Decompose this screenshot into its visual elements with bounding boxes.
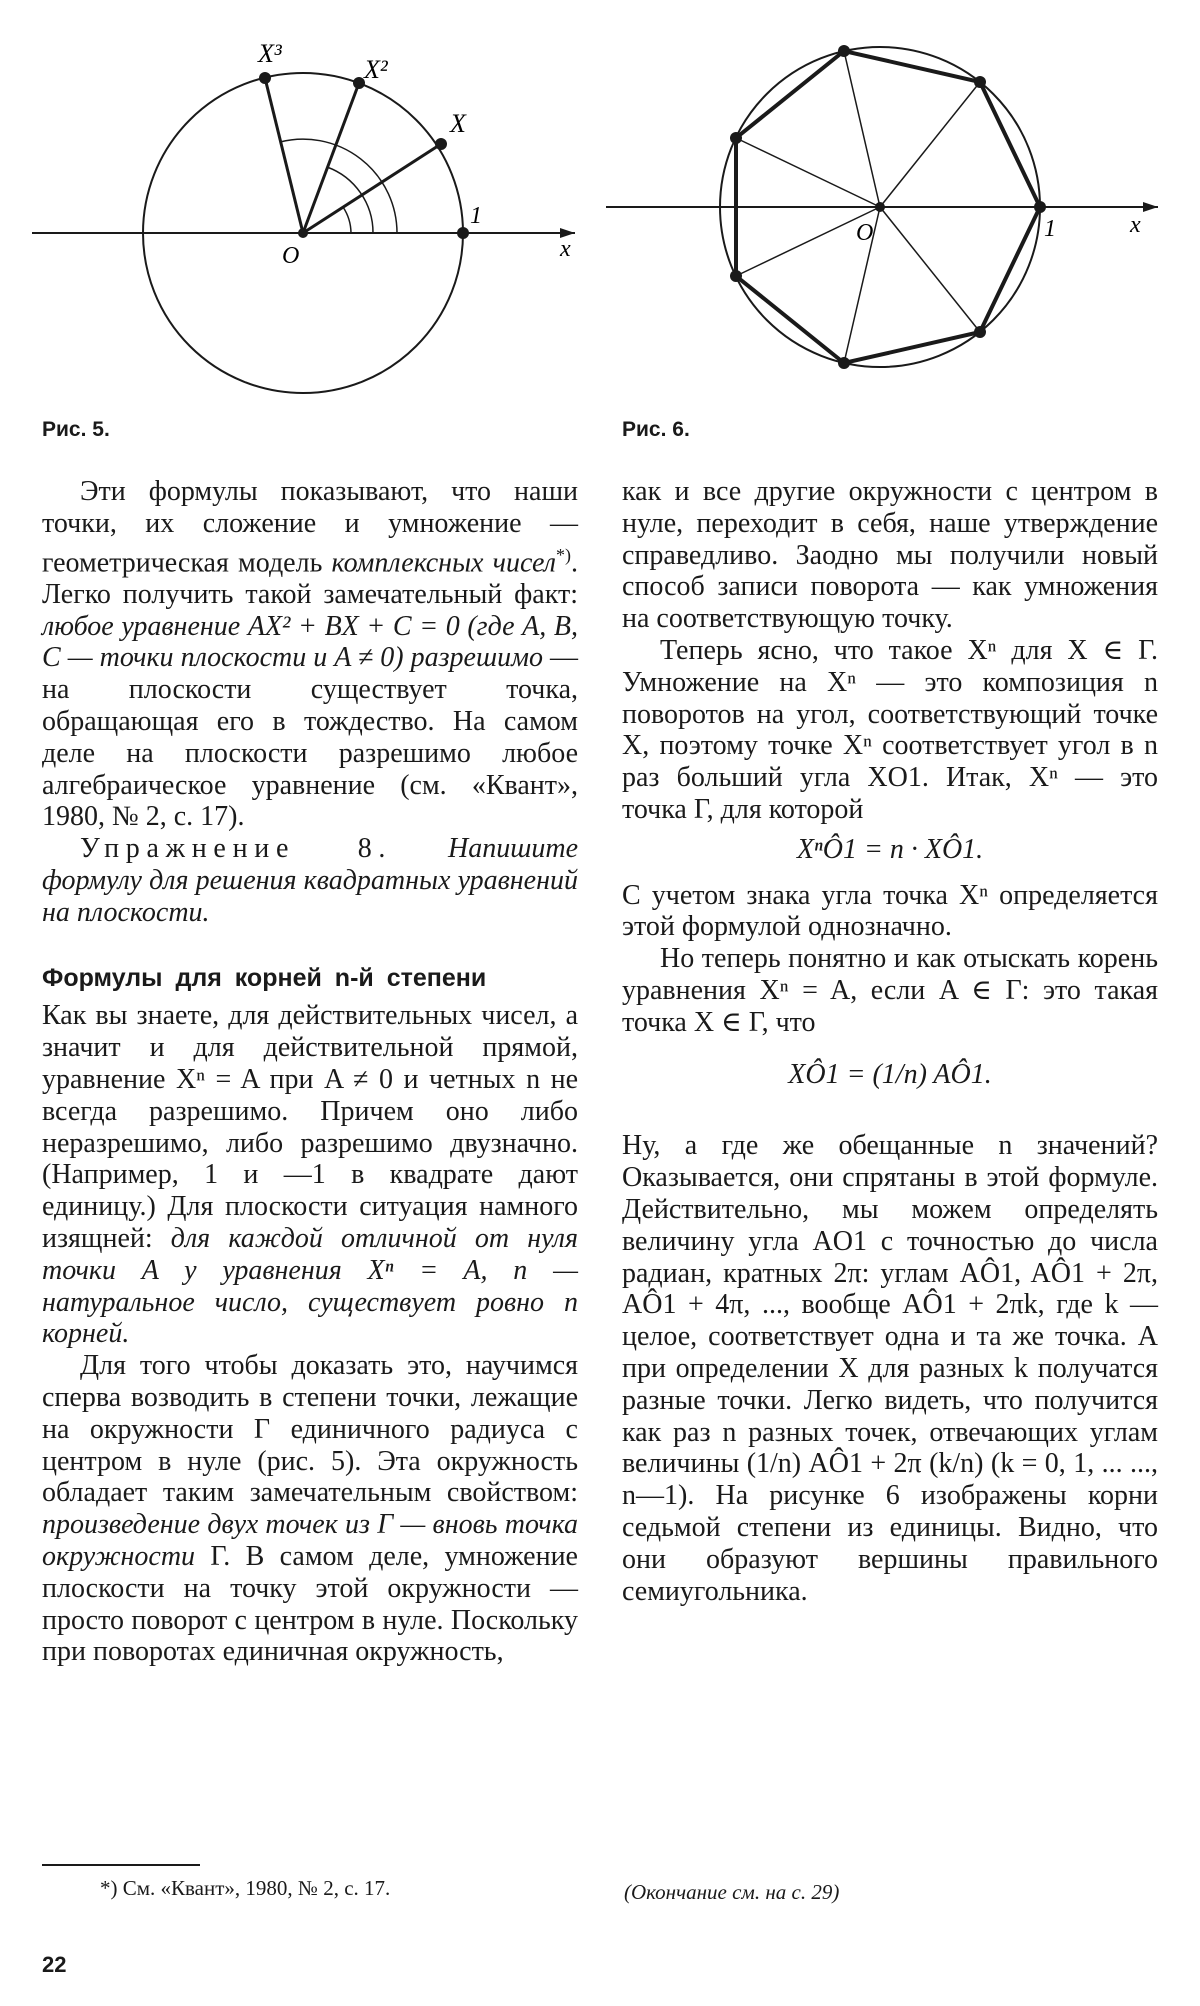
- label-x: X: [450, 109, 466, 138]
- vertex-7: [974, 326, 986, 338]
- x-axis-arrow: [1143, 202, 1158, 212]
- vertex-3: [838, 45, 850, 57]
- text: . Легко получить такой замечательный факт:: [42, 546, 578, 610]
- page-number: 22: [42, 1952, 67, 1977]
- figure-5: [20, 0, 580, 410]
- vertex-1: [1034, 201, 1046, 213]
- footnote-rule: [42, 1864, 200, 1866]
- text: Для того чтобы доказать это, научимся сперва возводить в степени точки, лежащие на окружности Γ единичного радиуса с центром в нуле (рис. 5). Эта окружность обладает таким замечательным свойством:: [42, 1350, 578, 1509]
- vertex-6: [838, 357, 850, 369]
- italic-claim: любое уравнение AX² + BX + C = 0 (где A, B, C — точки плоскости и A ≠ 0) разрешимо: [42, 610, 578, 674]
- label-axis-x: x: [560, 236, 571, 262]
- section-heading: Формулы для корней n-й степени: [42, 964, 487, 993]
- point-origin: [298, 228, 308, 238]
- figure-6: [600, 0, 1170, 410]
- paragraph-power: Теперь ясно, что такое Xⁿ для X ∈ Γ. Умножение на Xⁿ — это композиция n поворотов на угол, соответствующий точке X, поэтому точке Xⁿ соответствует угол в n раз больший угла XO1. Итак, Xⁿ — это точка Γ, для которой: [622, 634, 1158, 825]
- angle-arc-1: [343, 207, 351, 233]
- footnote: *) См. «Квант», 1980, № 2, с. 17.: [100, 1876, 391, 1900]
- vertex-5: [730, 270, 742, 282]
- text: — на плоскости существует точка, обращающая его в тождество. На самом деле на плоскости разрешимо любое алгебраическое уравнение (см. «Квант», 1980, № 2, с. 17).: [42, 642, 579, 833]
- vertex-2: [974, 76, 986, 88]
- paragraph-complex-model: [42, 476, 578, 833]
- exercise-text: Напишите формулу для решения квадратных уравнений на плоскости.: [42, 833, 578, 928]
- label-one: 1: [470, 203, 482, 229]
- italic-property: произведение двух точек из Γ — вновь точка окружности: [42, 1509, 578, 1573]
- exercise-8: [42, 833, 578, 928]
- spoke-3: [844, 51, 880, 207]
- point-origin: [875, 202, 885, 212]
- continuation-note: (Окончание см. на с. 29): [624, 1880, 840, 1904]
- label-one: 1: [1044, 216, 1056, 242]
- label-origin: O: [856, 220, 874, 246]
- vertex-4: [730, 132, 742, 144]
- spoke-4: [736, 138, 880, 207]
- point-one: [457, 227, 469, 239]
- angle-arc-3: [280, 139, 397, 233]
- text: Как вы знаете, для действительных чисел, а значит и для действительной прямой, уравнение Xⁿ = A при A ≠ 0 и четных n не всегда разрешимо. Причем оно либо неразрешимо, либо разрешимо двузначно. (Например, 1 и —1 в квадрате дают единицу.) Для плоскости ситуация намного изящней:: [42, 1000, 578, 1255]
- paragraph-continuation: как и все другие окружности с центром в нуле, переходит в себя, наше утверждение справедливо. Заодно мы получили новый способ записи поворота — как умножения на соответствующую точку.: [622, 476, 1158, 635]
- label-x2: X²: [364, 55, 388, 84]
- left-column: [42, 476, 578, 1668]
- paragraph-root: Но теперь понятно и как отыскать корень уравнения Xⁿ = A, если A ∈ Γ: это такая точка X ∈ Γ, что: [622, 943, 1158, 1038]
- footnote-ref: *): [556, 544, 571, 565]
- italic-theorem: для каждой отличной от нуля точки A у уравнения Xⁿ = A, n — натуральное число, существует ровно n корней.: [42, 1223, 578, 1350]
- right-column: [622, 476, 1158, 1607]
- paragraph-unit-circle: [42, 1350, 578, 1668]
- paragraph-real-roots: [42, 1000, 578, 1350]
- paragraph-sign: С учетом знака угла точка Xⁿ определяется этой формулой однозначно.: [622, 879, 1158, 943]
- figure-6-caption: Рис. 6.: [622, 418, 690, 441]
- figure-5-caption: Рис. 5.: [42, 418, 110, 441]
- label-x3: X³: [258, 39, 282, 68]
- text: Γ. В самом деле, умножение плоскости на точку этой окружности — просто поворот с центром в нуле. Поскольку при поворотах единичная окружность,: [42, 1541, 578, 1668]
- ray-x2: [303, 83, 359, 233]
- italic-term: комплексных чисел: [331, 546, 556, 578]
- text: Эти формулы показывают, что наши точки, их сложение и умножение — геометрическая модель: [42, 476, 578, 578]
- exercise-label: Упражнение 8.: [80, 833, 393, 865]
- point-x3: [259, 72, 271, 84]
- label-origin: O: [282, 243, 300, 269]
- spoke-7: [880, 207, 980, 332]
- point-x: [435, 138, 447, 150]
- formula-power-angle: XⁿÔ1 = n · XÔ1.: [796, 833, 984, 865]
- paragraph-n-values: Ну, а где же обещанные n значений? Оказывается, они спрятаны в этой формуле. Действительно, мы можем определять величину угла AO1 с точностью до числа радиан, кратных 2π: углам AÔ1, AÔ1 + 2π, AÔ1 + 4π, ..., вообще AÔ1 + 2πk, где k — целое, соответствует одна и та же точка. А при определении X для разных k получатся разные точки. Легко видеть, что получится как раз n разных точек, отвечающих углам величины (1/n) AÔ1 + 2π (k/n) (k = 0, 1, ... ..., n—1). На рисунке 6 изображены корни седьмой степени из единицы. Видно, что они образуют вершины правильного семиугольника.: [622, 1130, 1158, 1607]
- label-axis-x: x: [1130, 212, 1141, 238]
- spoke-2: [880, 82, 980, 207]
- formula-root-angle: XÔ1 = (1/n) AÔ1.: [788, 1058, 992, 1090]
- ray-x3: [265, 78, 303, 233]
